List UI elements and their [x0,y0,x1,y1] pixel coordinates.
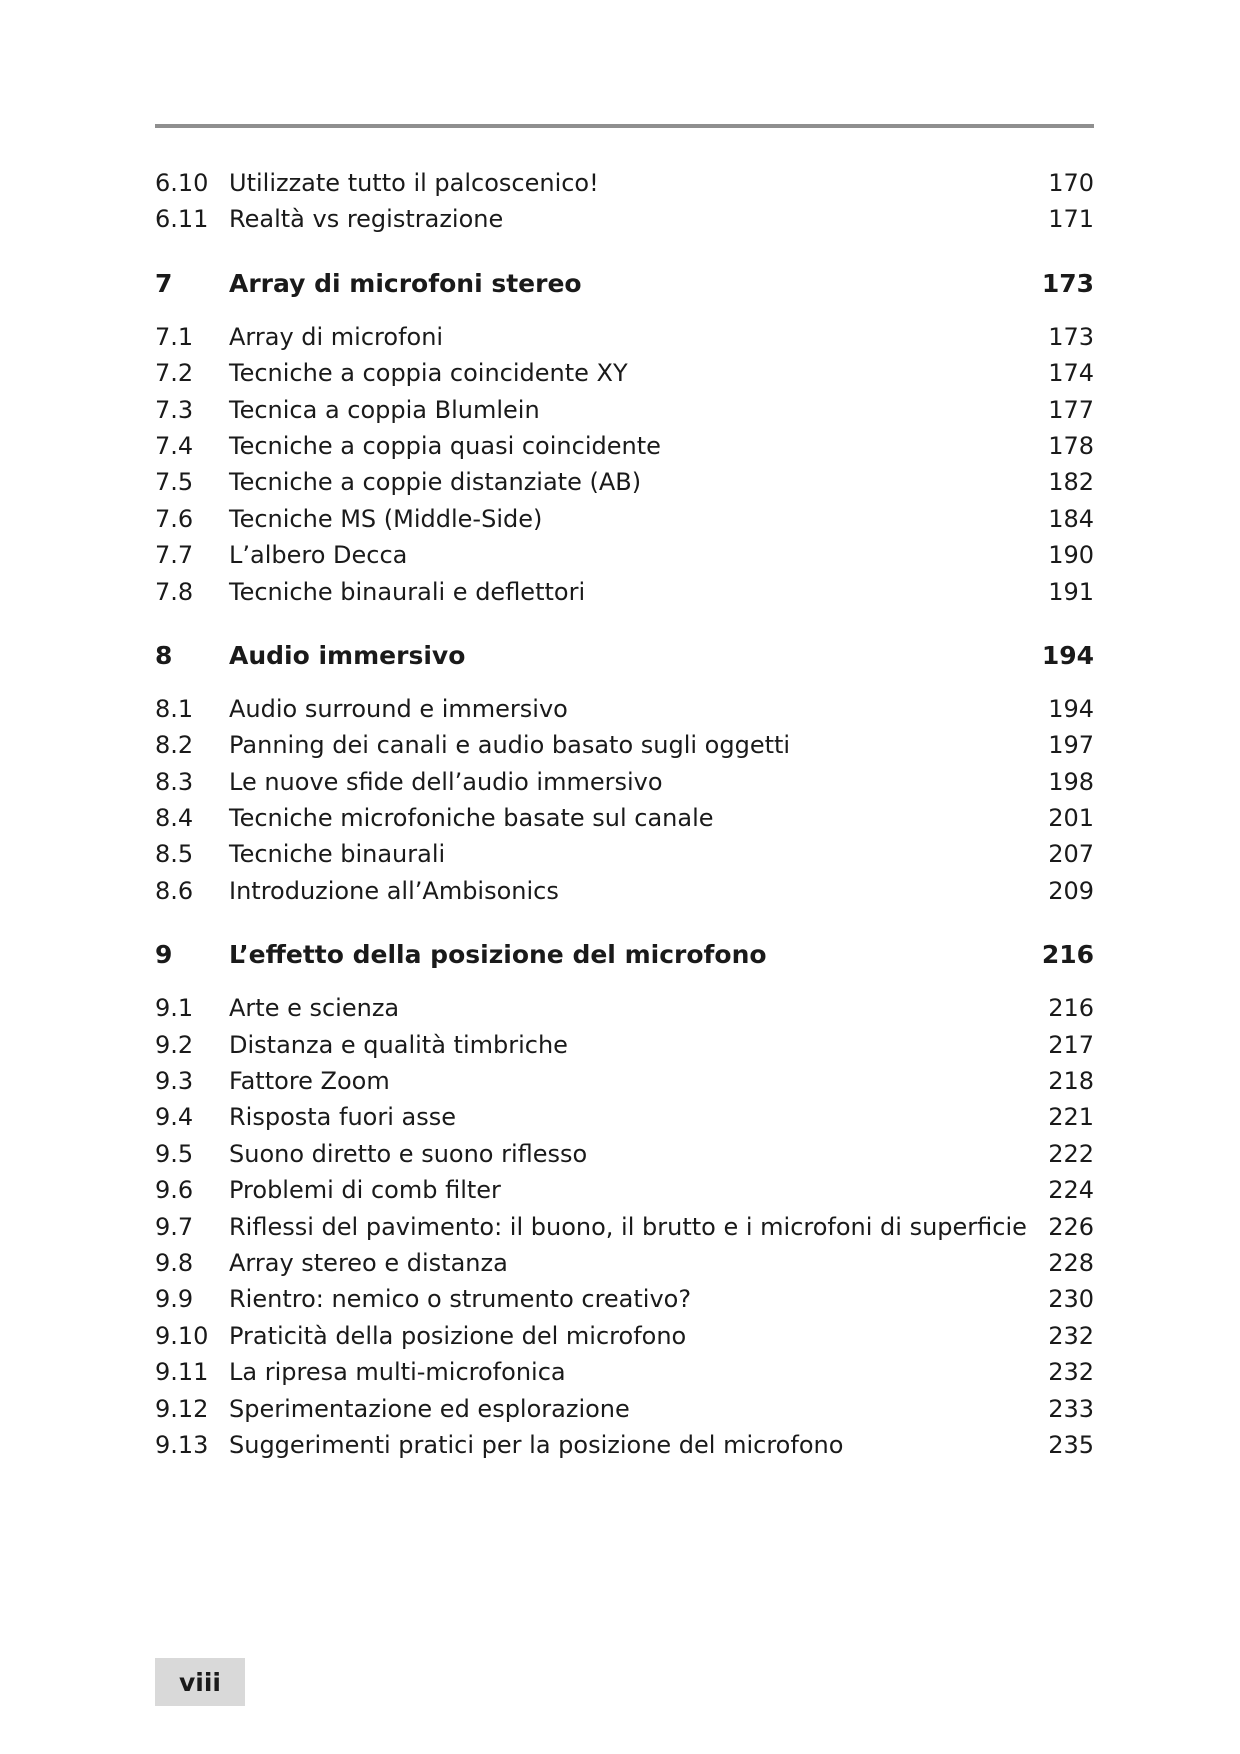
toc-entry [155,764,1094,800]
entry-page: 221 [1048,1103,1094,1132]
entry-number: 9.9 [155,1285,194,1314]
entry-title: Tecniche microfoniche basate sul canale [229,804,714,833]
entry-number: 8.5 [155,840,194,869]
entry-title: Tecnica a coppia Blumlein [229,395,540,424]
toc-entry [155,537,1094,573]
entry-title: Tecniche binaurali [229,840,446,869]
entry-page: 178 [1048,431,1094,460]
toc-intro-section [155,165,1094,238]
entry-page: 232 [1048,1358,1094,1387]
toc-entry [155,1281,1094,1317]
entry-page: 182 [1048,468,1094,497]
entry-title: Audio surround e immersivo [229,694,568,723]
entry-title: Problemi di comb filter [229,1176,501,1205]
toc-entry [155,1391,1094,1427]
entry-page: 224 [1048,1176,1094,1205]
toc-entry [155,201,1094,237]
toc-entry [155,1063,1094,1099]
entry-title: Tecniche binaurali e deflettori [229,577,586,606]
entry-number: 9.10 [155,1321,209,1350]
entry-title: Suono diretto e suono riflesso [229,1139,588,1168]
entry-page: 174 [1048,359,1094,388]
toc-entry [155,1427,1094,1463]
entry-page: 198 [1048,767,1094,796]
entry-title: Introduzione all’Ambisonics [229,876,559,905]
entry-title: Suggerimenti pratici per la posizione del microfono [229,1430,844,1459]
entry-page: 190 [1048,541,1094,570]
toc-entry [155,990,1094,1026]
toc-entry [155,873,1094,909]
table-of-contents [155,165,1094,1489]
entry-page: 209 [1048,876,1094,905]
toc-entry [155,1136,1094,1172]
entry-title: Riflessi del pavimento: il buono, il brutto e i microfoni di superficie [229,1212,1027,1241]
entry-title: Array di microfoni [229,322,444,351]
entry-number: 6.11 [155,205,209,234]
toc-entry [155,1245,1094,1281]
entry-title: Fattore Zoom [229,1067,390,1096]
entry-title: Le nuove sfide dell’audio immersivo [229,767,663,796]
entry-number: 9.11 [155,1358,209,1387]
entry-title: Sperimentazione ed esplorazione [229,1394,630,1423]
entry-title: Rientro: nemico o strumento creativo? [229,1285,692,1314]
entry-page: 228 [1048,1248,1094,1277]
chapter-section [155,935,1094,1463]
entry-number: 7.6 [155,504,194,533]
toc-entry [155,1172,1094,1208]
entry-number: 9.3 [155,1067,194,1096]
toc-entry [155,165,1094,201]
toc-entry [155,1318,1094,1354]
toc-entry [155,319,1094,355]
entry-page: 218 [1048,1067,1094,1096]
chapter-title: L’effetto della posizione del microfono [229,940,767,970]
chapter-number: 9 [155,940,173,970]
entry-number: 7.8 [155,577,194,606]
entry-page: 222 [1048,1139,1094,1168]
entry-number: 8.4 [155,804,194,833]
entry-number: 9.13 [155,1430,209,1459]
entry-title: La ripresa multi-microfonica [229,1358,566,1387]
entry-number: 9.12 [155,1394,209,1423]
toc-entry [155,392,1094,428]
entry-number: 9.6 [155,1176,194,1205]
entry-page: 194 [1048,694,1094,723]
toc-entry [155,428,1094,464]
entry-title: Utilizzate tutto il palcoscenico! [229,169,599,197]
entry-number: 8.1 [155,694,194,723]
entry-number: 8.6 [155,876,194,905]
entry-number: 9.4 [155,1103,194,1132]
chapter-number: 8 [155,640,173,670]
entry-number: 7.5 [155,468,194,497]
entry-title: Arte e scienza [229,994,400,1023]
chapter-number: 7 [155,268,173,298]
entry-number: 9.1 [155,994,194,1023]
entry-page: 233 [1048,1394,1094,1423]
entry-number: 7.4 [155,431,194,460]
entry-title: Tecniche a coppia quasi coincidente [229,431,661,460]
entry-title: Array stereo e distanza [229,1248,508,1277]
entry-number: 9.5 [155,1139,194,1168]
toc-entry [155,501,1094,537]
page-number-badge [155,1658,245,1706]
entry-title: Tecniche a coppie distanziate (AB) [229,468,642,497]
chapter-heading [155,935,1094,975]
entry-title: Panning dei canali e audio basato sugli oggetti [229,731,791,760]
entry-page: 191 [1048,577,1094,606]
entry-number: 8.2 [155,731,194,760]
toc-entry [155,464,1094,500]
toc-entry [155,1027,1094,1063]
entry-number: 7.7 [155,541,194,570]
entry-number: 8.3 [155,767,194,796]
entry-number: 6.10 [155,169,209,197]
toc-chapters [155,264,1094,1464]
chapter-page: 173 [1041,268,1094,298]
chapter-heading [155,264,1094,304]
entry-page: 171 [1048,205,1094,234]
entry-page: 216 [1048,994,1094,1023]
entry-page: 226 [1048,1212,1094,1241]
chapter-title: Audio immersivo [229,640,466,670]
chapter-heading [155,636,1094,676]
toc-entry [155,1209,1094,1245]
entry-title: Risposta fuori asse [229,1103,457,1132]
entry-number: 9.8 [155,1248,194,1277]
entry-page: 207 [1048,840,1094,869]
chapter-section [155,636,1094,909]
entry-number: 7.3 [155,395,194,424]
toc-entry [155,836,1094,872]
entry-title: Tecniche MS (Middle-Side) [229,504,543,533]
entry-page: 197 [1048,731,1094,760]
entry-number: 7.2 [155,359,194,388]
entry-page: 232 [1048,1321,1094,1350]
toc-entry [155,691,1094,727]
entry-title: Praticità della posizione del microfono [229,1321,687,1350]
entry-number: 7.1 [155,322,194,351]
entry-page: 173 [1048,322,1094,351]
toc-entry [155,800,1094,836]
toc-entry [155,1099,1094,1135]
header-rule [155,124,1094,128]
entry-page: 184 [1048,504,1094,533]
page-number: viii [178,1667,221,1697]
chapter-page: 216 [1041,940,1094,970]
entry-title: Distanza e qualità timbriche [229,1030,568,1059]
toc-entry [155,727,1094,763]
entry-page: 177 [1048,395,1094,424]
entry-page: 201 [1048,804,1094,833]
entry-page: 217 [1048,1030,1094,1059]
chapter-section [155,264,1094,610]
chapter-page: 194 [1041,640,1094,670]
entry-title: L’albero Decca [229,541,408,570]
entry-title: Tecniche a coppia coincidente XY [229,359,628,388]
entry-page: 235 [1048,1430,1094,1459]
entry-number: 9.2 [155,1030,194,1059]
entry-page: 230 [1048,1285,1094,1314]
entry-title: Realtà vs registrazione [229,205,504,234]
chapter-title: Array di microfoni stereo [229,268,582,298]
entry-page: 170 [1048,169,1094,197]
toc-entry [155,355,1094,391]
entry-number: 9.7 [155,1212,194,1241]
toc-entry [155,1354,1094,1390]
toc-entry [155,574,1094,610]
